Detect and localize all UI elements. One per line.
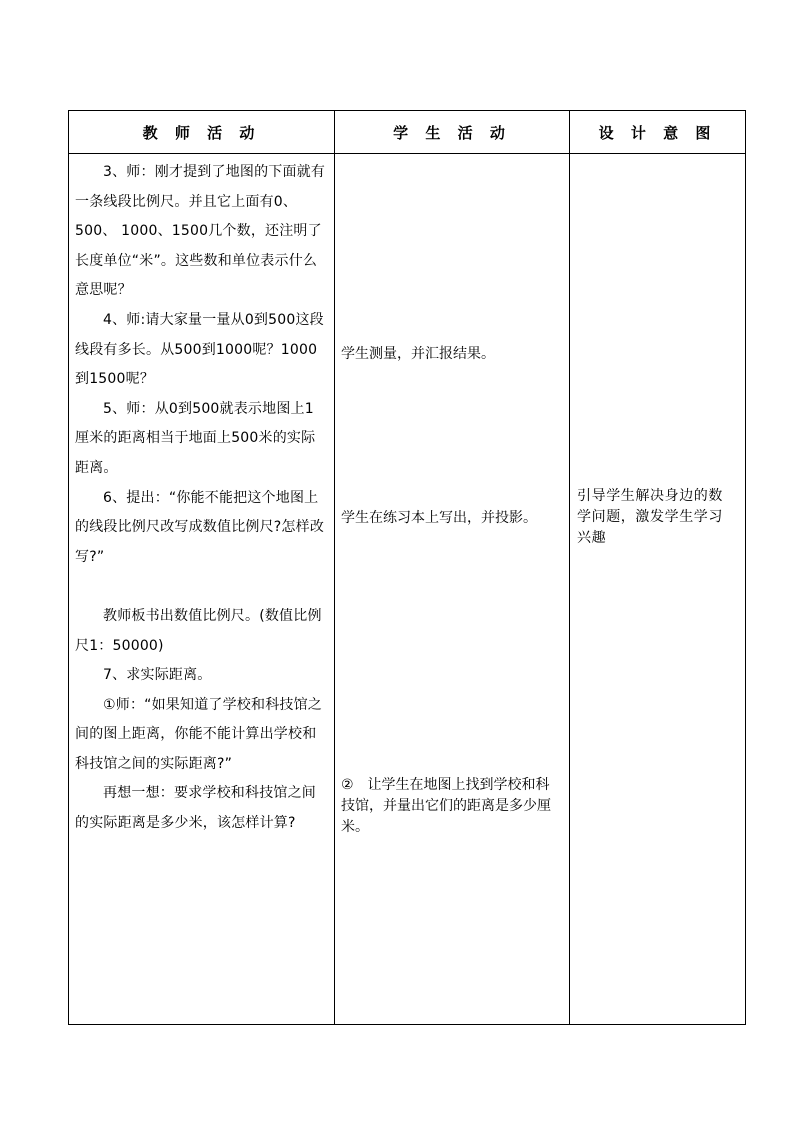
teacher-paragraph: 教师板书出数值比例尺。(数值比例尺1：50000) (75, 607, 322, 654)
student-activity-cell (335, 154, 570, 1025)
student-activity-text: 学生测量，并汇报结果。 (341, 346, 495, 362)
teacher-activity-cell (69, 154, 335, 1025)
lesson-plan-table (68, 110, 746, 1025)
teacher-paragraph: ①师：“如果知道了学校和科技馆之间的图上距离，你能不能计算出学校和科技馆之间的实际距离?” (75, 696, 323, 772)
header-row (69, 111, 746, 154)
teacher-paragraph: 3、师：刚才提到了地图的下面就有一条线段比例尺。并且它上面有0、500、 1000、1500几个数，还注明了长度单位“米”。这些数和单位表示什么意思呢？ (75, 164, 326, 299)
content-row (69, 154, 746, 1025)
header-student-activity: 学 生 活 动 (335, 111, 570, 154)
design-intent-text: 引导学生解决身边的数学问题，激发学生学习兴趣 (577, 488, 723, 546)
design-intent-cell (570, 154, 746, 1025)
teacher-paragraph: 再想一想：要求学校和科技馆之间的实际距离是多少米，该怎样计算? (75, 785, 316, 832)
teacher-paragraph: 4、师:请大家量一量从0到500这段线段有多长。从500到1000呢？1000到1500呢？ (75, 311, 324, 388)
teacher-paragraph: 6、提出：“你能不能把这个地图上的线段比例尺改写成数值比例尺?怎样改写?” (75, 489, 325, 565)
student-activity-text: ② 让学生在地图上找到学校和科技馆，并量出它们的距离是多少厘米。 (341, 777, 551, 835)
header-design-intent: 设 计 意 图 (570, 111, 746, 154)
teacher-paragraph: 5、师：从0到500就表示地图上1厘米的距离相当于地面上500米的实际距离。 (75, 400, 316, 476)
student-activity-text: 学生在练习本上写出，并投影。 (341, 510, 537, 526)
teacher-paragraph: 7、求实际距离。 (103, 667, 212, 684)
header-teacher-activity: 教 师 活 动 (69, 111, 335, 154)
